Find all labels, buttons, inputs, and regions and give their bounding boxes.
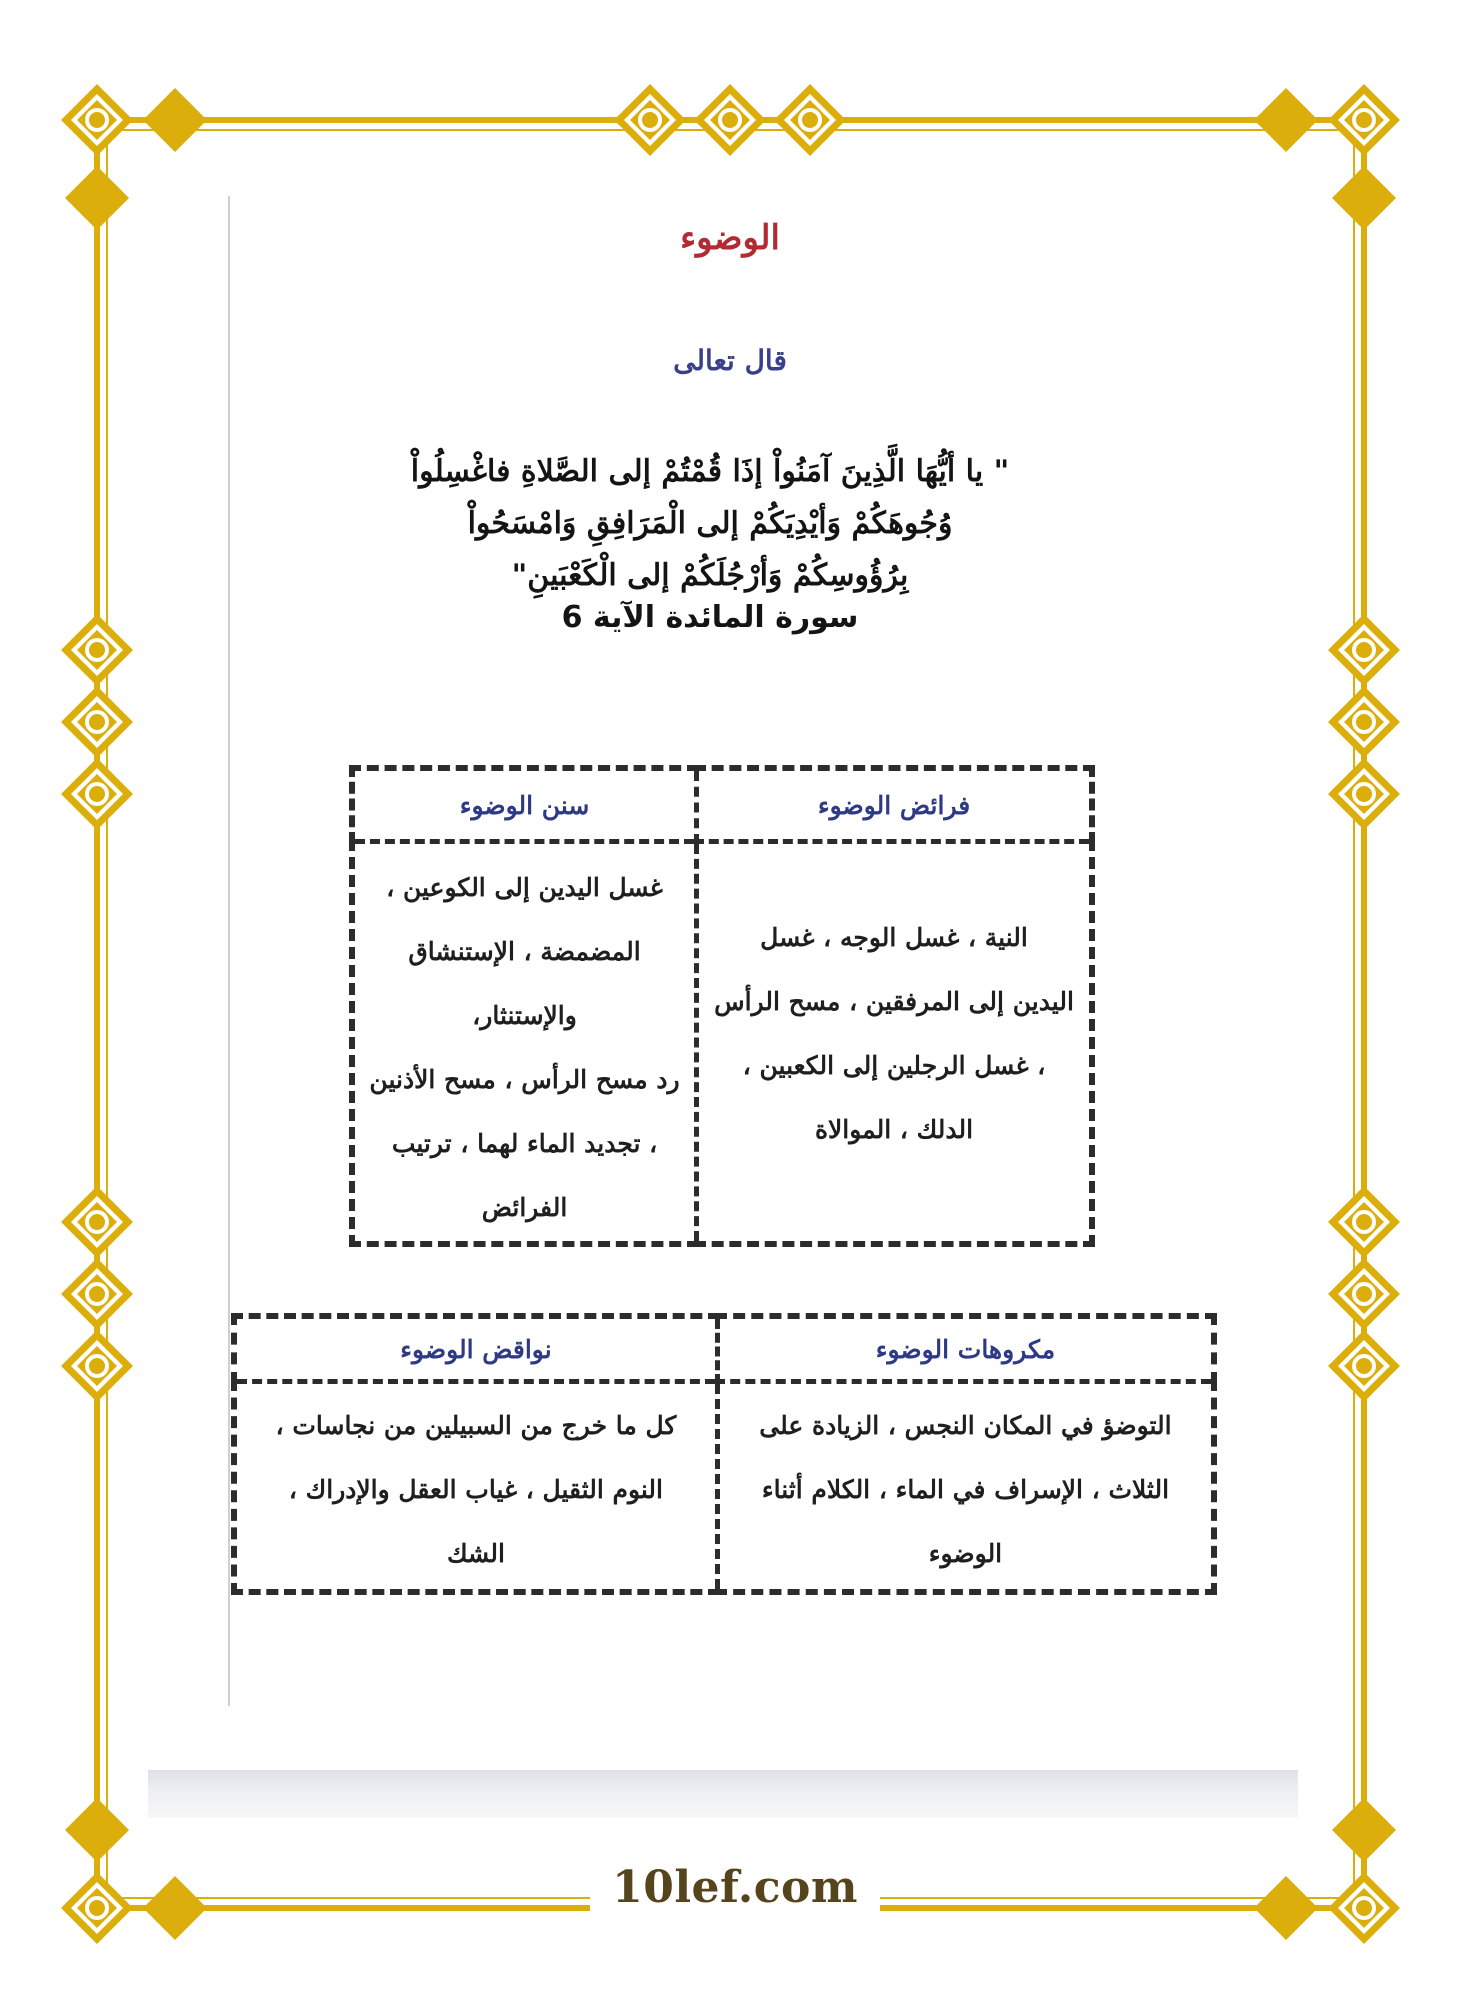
ornament-dot — [1356, 112, 1372, 128]
ornament-dot — [89, 1358, 105, 1374]
ornament-dot — [1356, 1358, 1372, 1374]
obligations-cell — [697, 842, 1092, 1245]
ornament-dot — [1356, 786, 1372, 802]
nullifiers-cell — [234, 1382, 717, 1593]
ornament-dot — [1356, 714, 1372, 730]
ornament-dot — [1356, 1286, 1372, 1302]
cell-line: والإستنثار، — [472, 1001, 577, 1030]
cell-line: الثلاث ، الإسراف في الماء ، الكلام أثناء — [761, 1475, 1170, 1504]
ornament-dot — [89, 1286, 105, 1302]
cell-line: الدلك ، الموالاة — [814, 1115, 974, 1144]
cell-line: الفرائض — [481, 1193, 568, 1222]
cell-line: اليدين إلى المرفقين ، مسح الرأس — [714, 987, 1074, 1016]
cell-line: الشك — [446, 1539, 505, 1568]
solid-diamond — [65, 166, 129, 230]
cell-line: النوم الثقيل ، غياب العقل والإدراك ، — [288, 1475, 663, 1504]
cell-line: الوضوء — [928, 1539, 1003, 1568]
verse-line: " يا أيُّهَا الَّذِينَ آمَنُواْ إذَا قُمْتُمْ إلى الصَّلاةِ فاغْسِلُواْ — [410, 454, 1010, 489]
ornament-dot — [1356, 642, 1372, 658]
ornament-dot — [722, 112, 738, 128]
verse-line: وُجُوهَكُمْ وَأيْدِيَكُمْ إلى الْمَرَافِقِ وَامْسَحُواْ — [467, 506, 953, 541]
page-title: الوضوء — [680, 218, 780, 258]
cell-line: كل ما خرج من السبيلين من نجاسات ، — [275, 1411, 677, 1440]
website-watermark: 10lef.com — [590, 1862, 880, 1913]
cell-line: رد مسح الرأس ، مسح الأذنين — [369, 1065, 680, 1094]
solid-diamond — [143, 1876, 207, 1940]
ornament-dot — [89, 714, 105, 730]
cell-line: ، تجديد الماء لهما ، ترتيب — [391, 1129, 658, 1158]
table-header-nullifiers: نواقض الوضوء — [234, 1316, 717, 1382]
obligations-sunnah-table — [349, 765, 1095, 1247]
cell-line: ، غسل الرجلين إلى الكعبين ، — [742, 1051, 1046, 1080]
cell-line: المضمضة ، الإستنشاق — [408, 937, 641, 966]
ornament-dot — [642, 112, 658, 128]
solid-diamond — [1254, 88, 1318, 152]
solid-diamond — [65, 1798, 129, 1862]
solid-diamond — [1254, 1876, 1318, 1940]
ornament-dot — [89, 642, 105, 658]
ornament-dot — [89, 112, 105, 128]
sunnah-cell — [352, 842, 697, 1245]
cell-line: النية ، غسل الوجه ، غسل — [760, 923, 1028, 952]
solid-diamond — [1332, 166, 1396, 230]
table-header-obligations: فرائض الوضوء — [697, 768, 1092, 842]
solid-diamond — [1332, 1798, 1396, 1862]
verse-line: بِرُؤُوسِكُمْ وَأرْجُلَكُمْ إلى الْكَعْبَينِ" — [511, 558, 909, 593]
ornament-dot — [1356, 1900, 1372, 1916]
cell-line: غسل اليدين إلى الكوعين ، — [386, 873, 663, 902]
table-header-disliked: مكروهات الوضوء — [717, 1316, 1214, 1382]
ornament-dot — [1356, 1214, 1372, 1230]
page-subtitle: قال تعالى — [673, 344, 787, 377]
ornament-dot — [802, 112, 818, 128]
ornament-dot — [89, 1900, 105, 1916]
solid-diamond — [143, 88, 207, 152]
verse-reference: سورة المائدة الآية 6 — [561, 600, 859, 635]
disliked-cell — [717, 1382, 1214, 1593]
cell-line: التوضؤ في المكان النجس ، الزيادة على — [759, 1411, 1172, 1440]
disliked-nullifiers-table — [231, 1313, 1217, 1595]
ornament-dot — [89, 1214, 105, 1230]
quran-verse — [340, 446, 1080, 602]
ornament-dot — [89, 786, 105, 802]
page-bottom-edge — [148, 1770, 1298, 1818]
table-header-sunnah: سنن الوضوء — [352, 768, 697, 842]
